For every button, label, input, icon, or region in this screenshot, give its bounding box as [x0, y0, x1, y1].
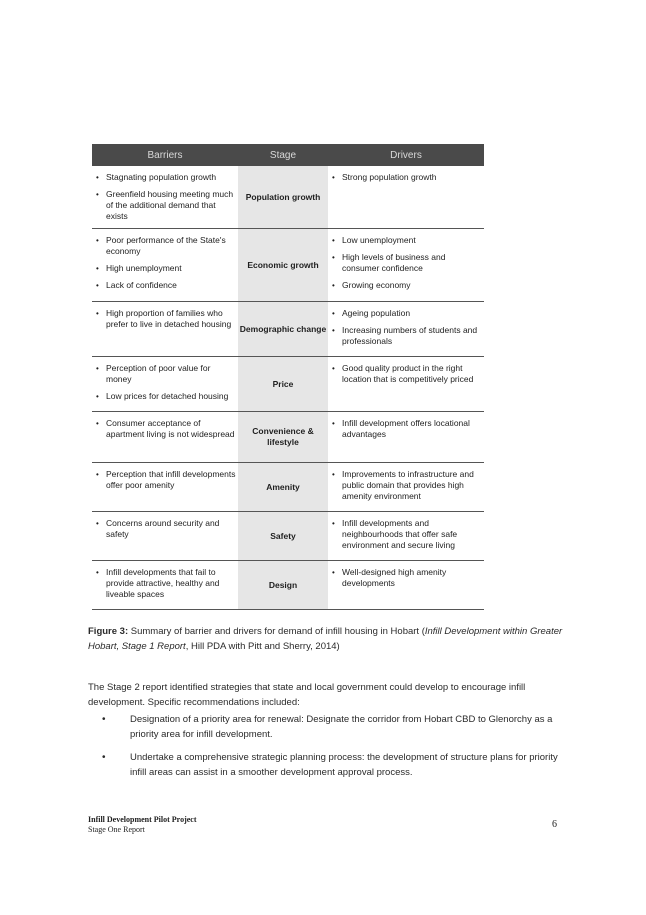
figure-caption: [88, 624, 568, 654]
bullet-item: • High unemployment: [92, 263, 238, 274]
table-row: [92, 463, 484, 512]
bullet-item: • High levels of business and consumer confidence: [328, 252, 484, 274]
stage-cell: Safety: [238, 512, 328, 560]
recommendation-item: [88, 712, 568, 742]
table-row: [92, 357, 484, 412]
stage-cell: Population growth: [238, 166, 328, 228]
body-paragraph: The Stage 2 report identified strategies that state and local government could develop to encourage infill development. Specific recommendations included:: [88, 682, 526, 708]
drivers-cell: [328, 512, 484, 560]
table-row: [92, 412, 484, 463]
caption-italic: Infill Development within Greater Hobart, Stage 1 Report: [88, 626, 563, 652]
barriers-cell: [92, 229, 238, 301]
stage-cell: Convenience & lifestyle: [238, 412, 328, 462]
drivers-cell: [328, 229, 484, 301]
recommendation-text: Designation of a priority area for renewal: Designate the corridor from Hobart CBD to Glenorchy as a priority area for infill development.: [130, 714, 553, 740]
bullet-item: • Improvements to infrastructure and public domain that provides high amenity environment: [328, 469, 484, 502]
barriers-cell: [92, 357, 238, 411]
drivers-cell: [328, 463, 484, 511]
bullet-icon: •: [102, 752, 106, 763]
bullet-item: • Infill developments that fail to provide attractive, healthy and liveable spaces: [92, 567, 238, 600]
drivers-cell: [328, 412, 484, 462]
bullet-item: • Consumer acceptance of apartment living is not widespread: [92, 418, 238, 440]
recommendation-text: Undertake a comprehensive strategic planning process: the development of structure plans for priority infill areas can assist in a smoother development approval process.: [130, 752, 558, 778]
header-barriers: Barriers: [147, 149, 183, 161]
drivers-cell: [328, 357, 484, 411]
table-row: [92, 166, 484, 229]
table-header: [92, 144, 484, 166]
bullet-item: • Growing economy: [328, 280, 484, 291]
stage-cell: Demographic change: [238, 302, 328, 356]
drivers-cell: [328, 166, 484, 228]
barriers-cell: [92, 463, 238, 511]
header-drivers: Drivers: [390, 149, 422, 161]
bullet-item: • Low unemployment: [328, 235, 484, 246]
stage-cell: Amenity: [238, 463, 328, 511]
bullet-item: • Concerns around security and safety: [92, 518, 238, 540]
bullet-item: • Lack of confidence: [92, 280, 238, 291]
bullet-item: • High proportion of families who prefer to live in detached housing: [92, 308, 238, 330]
stage-cell: Design: [238, 561, 328, 609]
bullet-item: • Stagnating population growth: [92, 172, 238, 183]
footer: [88, 815, 197, 835]
bullet-item: • Ageing population: [328, 308, 484, 319]
barriers-cell: [92, 561, 238, 609]
barriers-cell: [92, 302, 238, 356]
stage-cell: Price: [238, 357, 328, 411]
footer-subtitle: Stage One Report: [88, 825, 145, 834]
bullet-item: • Well-designed high amenity developments: [328, 567, 484, 589]
bullet-icon: •: [102, 714, 106, 725]
barriers-cell: [92, 512, 238, 560]
header-stage: Stage: [269, 149, 297, 161]
table-body: [92, 166, 484, 610]
barriers-cell: [92, 166, 238, 228]
bullet-item: • Good quality product in the right location that is competitively priced: [328, 363, 484, 385]
recommendation-item: [88, 750, 568, 780]
bullet-item: • Poor performance of the State's economy: [92, 235, 238, 257]
bullet-item: • Increasing numbers of students and professionals: [328, 325, 484, 347]
barriers-drivers-table: [92, 144, 484, 610]
page-number: 6: [552, 819, 557, 830]
caption-tail: , Hill PDA with Pitt and Sherry, 2014): [185, 641, 340, 652]
drivers-cell: [328, 302, 484, 356]
bullet-item: • Infill developments and neighbourhoods that offer safe environment and secure living: [328, 518, 484, 551]
caption-text: Summary of barrier and drivers for demand of infill housing in Hobart (: [128, 626, 425, 637]
barriers-cell: [92, 412, 238, 462]
caption-label: Figure 3:: [88, 626, 129, 637]
bullet-item: • Perception of poor value for money: [92, 363, 238, 385]
bullet-item: • Perception that infill developments offer poor amenity: [92, 469, 238, 491]
table-row: [92, 229, 484, 302]
footer-title: Infill Development Pilot Project: [88, 815, 197, 824]
table-row: [92, 302, 484, 357]
table-row: [92, 561, 484, 610]
table-row: [92, 512, 484, 561]
bullet-item: • Infill development offers locational advantages: [328, 418, 484, 440]
recommendations-list: [88, 712, 568, 788]
drivers-cell: [328, 561, 484, 609]
bullet-item: • Strong population growth: [328, 172, 484, 183]
stage-cell: Economic growth: [238, 229, 328, 301]
bullet-item: • Low prices for detached housing: [92, 391, 238, 402]
bullet-item: • Greenfield housing meeting much of the additional demand that exists: [92, 189, 238, 222]
